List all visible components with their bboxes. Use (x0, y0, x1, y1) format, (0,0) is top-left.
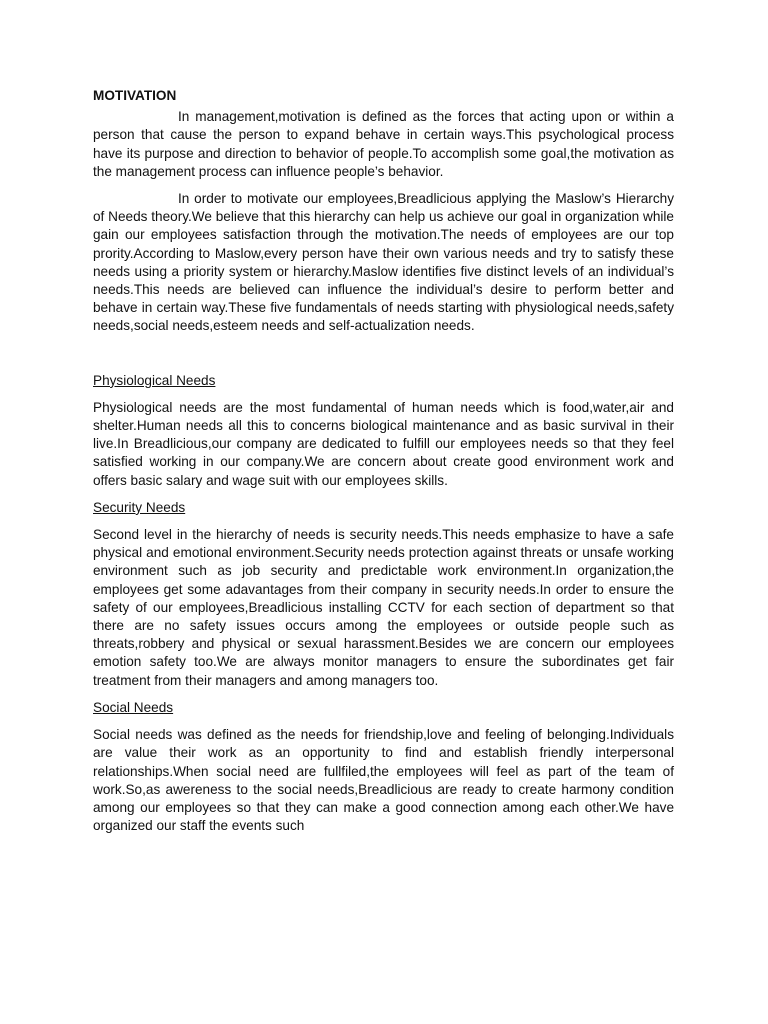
intro-paragraph-1: In management,motivation is defined as the forces that acting upon or within a person that cause the person to expand behave in certain ways.This psychological process have its purpose and direction to behavior of people.To accomplish some goal,the motivation as the management process can influence people’s behavior. (93, 109, 674, 179)
document-body (93, 87, 674, 844)
physiological-needs-paragraph: Physiological needs are the most fundamental of human needs which is food,water,air and shelter.Human needs all this to concerns biological maintenance and as basic survival in their live.In Breadlicious,our company are dedicated to fulfill our employees needs so that they feel satisfied working in our company.We are concern about create good environment work and offers basic salary and wage suit with our employees skills. (93, 399, 674, 488)
intro-paragraph-2: In order to motivate our employees,Breadlicious applying the Maslow’s Hierarchy of Needs theory.We believe that this hierarchy can help us achieve our goal in organization while gain our employees satisfaction through the motivation.The needs of employees are our top prority.According to Maslow,every person have their own various needs and try to satisfy these needs using a priority system or hierarchy.Maslow identifies five distinct levels of an individual’s needs.This needs are believed can influence the individual’s desire to perform better and behave in certain way.These five fundamentals of needs starting with physiological needs,safety needs,social needs,esteem needs and self-actualization needs. (93, 191, 674, 334)
document-title: MOTIVATION (93, 88, 177, 103)
section-spacer (93, 345, 674, 372)
physiological-needs-heading: Physiological Needs (93, 372, 216, 388)
social-needs-heading: Social Needs (93, 699, 174, 715)
security-needs-heading: Security Needs (93, 499, 186, 515)
social-needs-paragraph: Social needs was defined as the needs for friendship,love and feeling of belonging.Individuals are value their work as an opportunity to find and establish friendly interpersonal relationships.When social need are fullfiled,the employees will feel as part of the team of work.So,as awereness to the social needs,Breadlicious are ready to create harmony condition among our employees so that they can make a good connection among each other.We have organized our staff the events such (93, 727, 674, 834)
security-needs-paragraph: Second level in the hierarchy of needs is security needs.This needs emphasize to have a safe physical and emotional environment.Security needs protection against threats or unsafe working environment such as job security and predictable work environment.In organization,the employees get some adavantages from their company in security needs.In order to ensure the safety of our employees,Breadlicious installing CCTV for each section of department so that there are no safety issues occurs among the employees or outside people such as threats,robbery and physical or sexual harassment.Besides we are concern our employees emotion safety too.We are always monitor managers to ensure the subordinates get fair treatment from their managers and among managers too. (93, 527, 674, 688)
